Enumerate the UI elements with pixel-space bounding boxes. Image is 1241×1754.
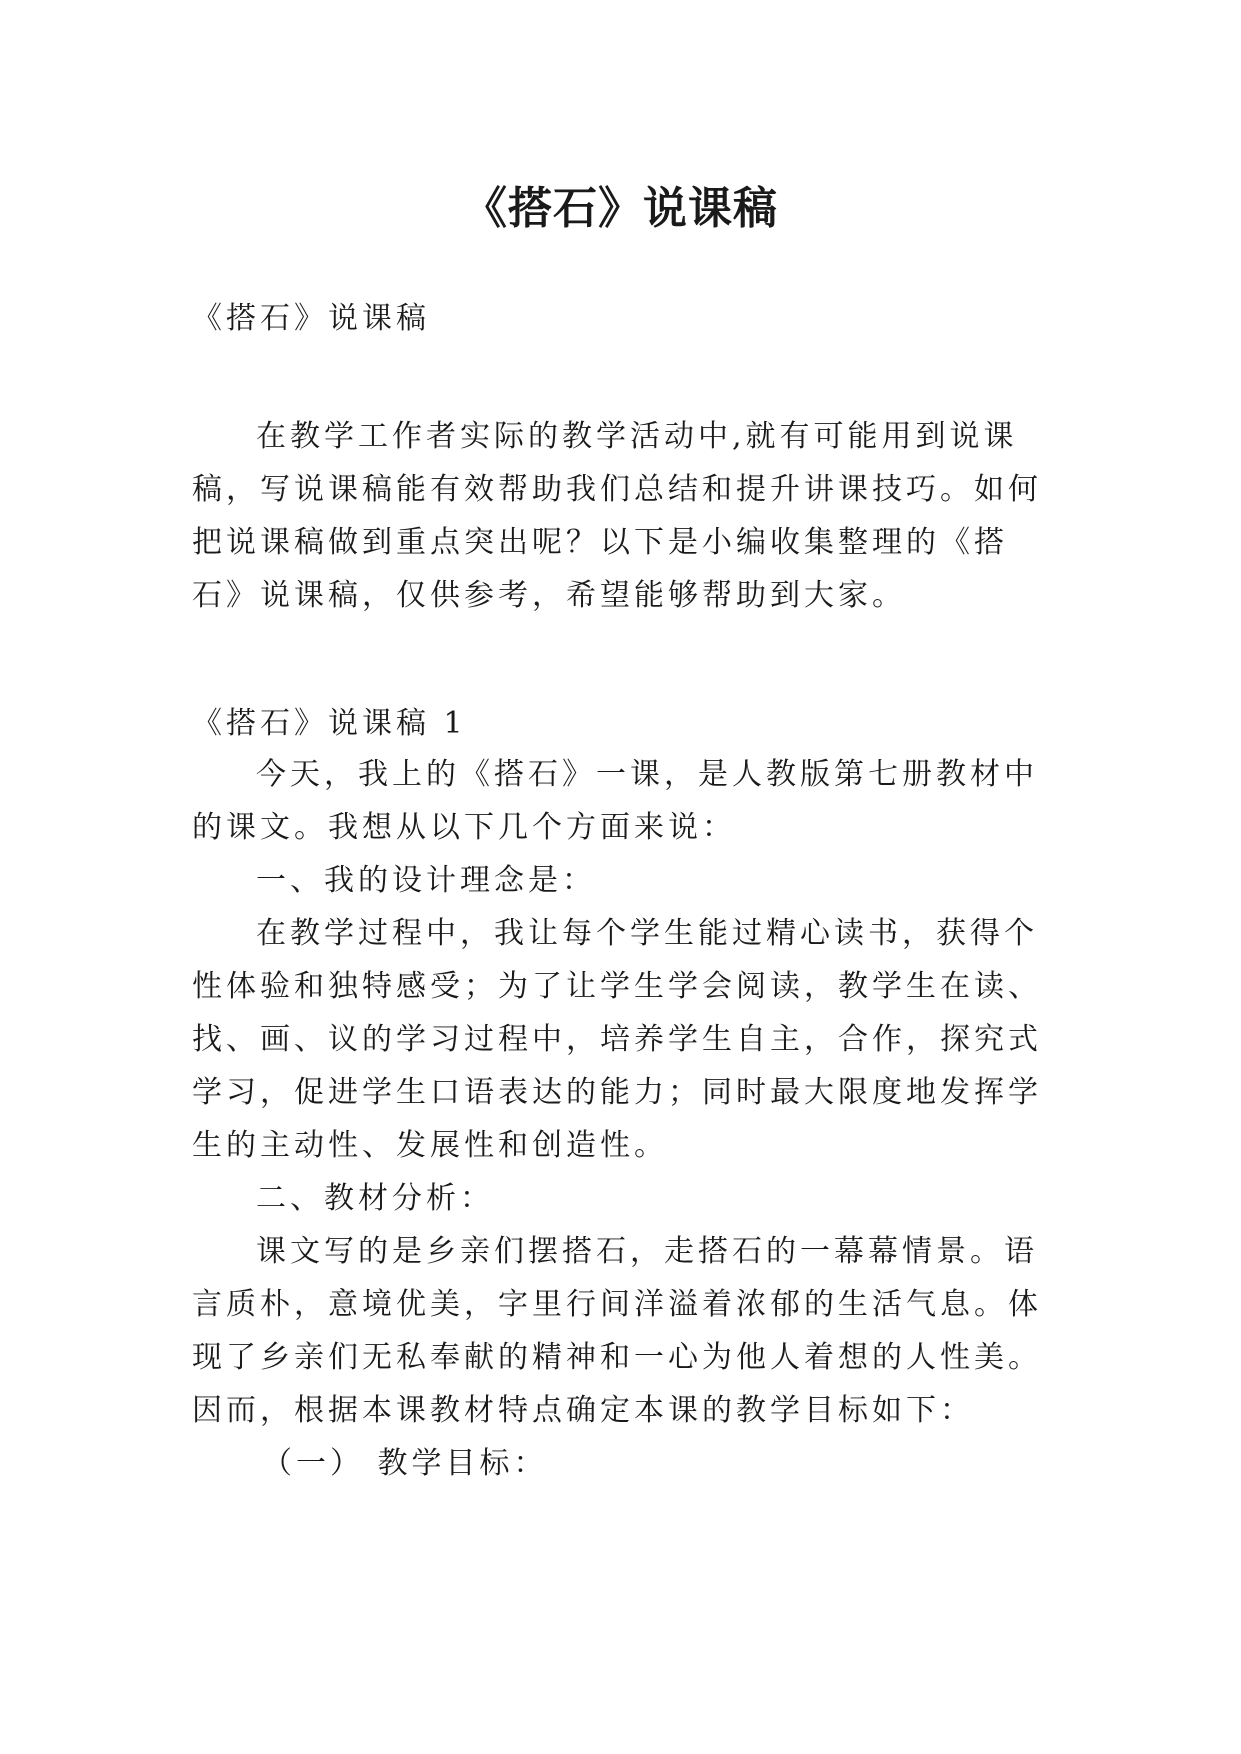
document-title: 《搭石》说课稿 bbox=[463, 183, 778, 235]
intro-paragraph-block bbox=[192, 410, 1058, 622]
document-subtitle bbox=[192, 292, 1058, 345]
teaching-goals-heading: （一） 教学目标： bbox=[262, 1446, 548, 1481]
body-paragraph: 在教学过程中，我让每个学生能过精心读书，获得个性体验和独特感受；为了让学生学会阅读，教学生在读、找、画、议的学习过程中，培养学生自主，合作，探究式学习，促进学生口语表达的能力；同时最大限度地发挥学生的主动性、发展性和创造性。 bbox=[192, 916, 1042, 1163]
section-heading-block bbox=[192, 697, 1058, 750]
intro-paragraph: 在教学工作者实际的教学活动中,就有可能用到说课稿，写说课稿能有效帮助我们总结和提升讲课技巧。如何把说课稿做到重点突出呢？以下是小编收集整理的《搭石》说课稿，仅供参考，希望能够帮助到大家。 bbox=[192, 419, 1042, 613]
body-paragraph: 课文写的是乡亲们摆搭石，走搭石的一幕幕情景。语言质朴，意境优美，字里行间洋溢着浓郁的生活气息。体现了乡亲们无私奉献的精神和一心为他人着想的人性美。因而，根据本课教材特点确定本课的教学目标如下： bbox=[192, 1234, 1042, 1428]
design-concept-heading: 一、我的设计理念是： bbox=[256, 863, 596, 898]
section-heading: 《搭石》说课稿 1 bbox=[192, 706, 467, 741]
body-paragraph: 今天，我上的《搭石》一课，是人教版第七册教材中的课文。我想从以下几个方面来说： bbox=[192, 757, 1038, 845]
subtitle-text: 《搭石》说课稿 bbox=[192, 301, 430, 336]
section-body bbox=[192, 748, 1058, 1490]
textbook-analysis-heading: 二、教材分析： bbox=[256, 1181, 494, 1216]
